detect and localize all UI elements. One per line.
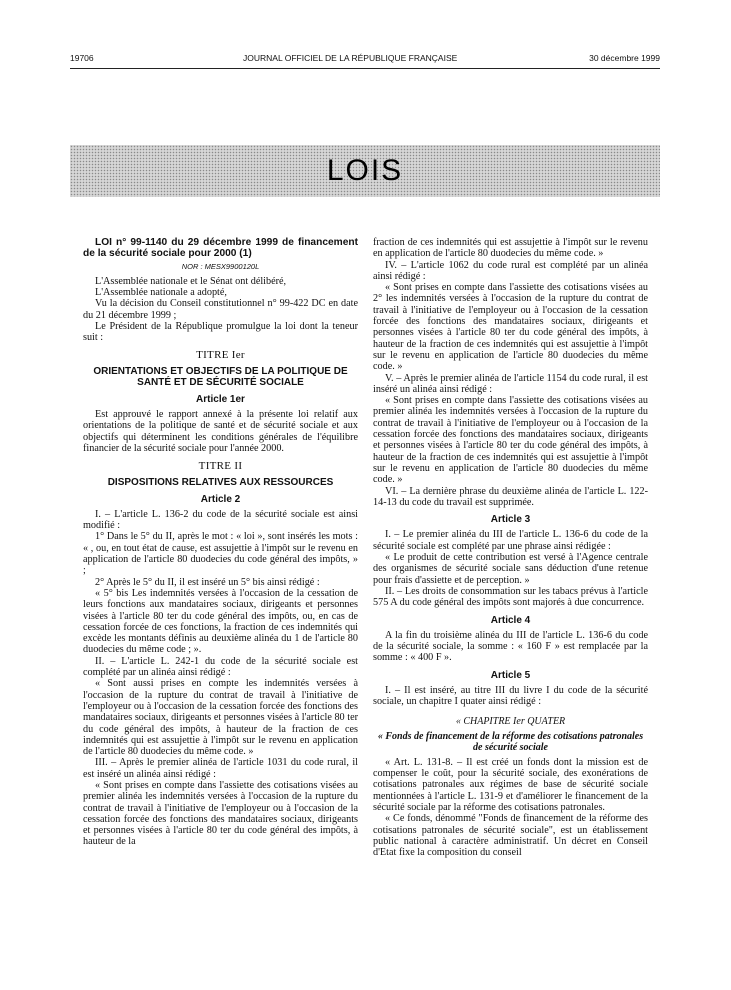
paragraph: I. – L'article L. 136-2 du code de la sécurité sociale est ainsi modifié : [83,508,358,532]
paragraph: IV. – L'article 1062 du code rural est complété par un alinéa ainsi rédigé : [373,259,648,282]
preamble-line: L'Assemblée nationale et le Sénat ont délibéré, [95,275,287,287]
journal-title: JOURNAL OFFICIEL DE LA RÉPUBLIQUE FRANÇAISE [243,53,458,63]
banner-title: LOIS [326,154,404,187]
paragraph: 1° Dans le 5° du II, après le mot : « loi », sont insérés les mots : « , ou, en tout état de cause, est assujettie à l'impôt sur le revenu en application de l'article 80 duodecies du code général des impôts, » ; [83,531,358,577]
paragraph: « Sont prises en compte dans l'assiette des cotisations visées au premier alinéa les indemnités versées à l'occasion de la rupture du contrat de travail à l'initiative de l'employeur ou à l'occasion de la cessation forcée des fonctions des mandataires sociaux, dirigeants et personnes visées à l'article 80 ter du code général des impôts, à hauteur de la fraction de ces indemnités qui est assujettie à l'impôt sur le revenu en application de l'article 80 duodecies du même code. » [373,395,648,486]
issue-date: 30 décembre 1999 [589,53,660,63]
titre-2: TITRE II [198,460,243,473]
paragraph: III. – Après le premier alinéa de l'article 1031 du code rural, il est inséré un alinéa ainsi rédigé : [83,757,358,780]
paragraph: « Le produit de cette contribution est versé à l'Agence centrale des organismes de sécurité sociale sans déduction d'une retenue pour frais d'assiette et de perception. » [373,552,648,586]
paragraph: « Sont aussi prises en compte les indemnités versées à l'occasion de la rupture du contrat de travail à l'initiative de l'employeur ou à l'occasion de la cessation forcée des fonctions des mandataires sociaux, dirigeants et personnes visées à l'article 80 ter du code général des impôts, à hauteur de la fraction de ces indemnités qui est assujettie à l'impôt sur le revenu en application de l'article 80 duodecies du même code. » [83,678,358,758]
paragraph: « Ce fonds, dénommé "Fonds de financement de la réforme des cotisations patronales de sécurité sociale", est un établissement public national à caractère administratif. Un décret en Conseil d'Etat fixe la composition du conseil [373,813,648,859]
paragraph: « 5° bis Les indemnités versées à l'occasion de la cessation de leurs fonctions aux mandataires sociaux, dirigeants et personnes visées à l'article 80 ter du code général des impôts, ou, en cas de cessation forcée de ces fonctions, la fraction de ces indemnités qui excède les montants définis au deuxième alinéa du 1 de l'article 80 duodecies du même code ; ». [83,587,358,656]
right-column [373,237,648,859]
paragraph: fraction de ces indemnités qui est assujettie à l'impôt sur le revenu en application de l'article 80 duodecies du même code. » [373,237,648,260]
law-title: LOI n° 99-1140 du 29 décembre 1999 de financement de la sécurité sociale pour 2000 (1) [83,237,358,260]
preamble-line: L'Assemblée nationale a adopté, [95,287,227,298]
article-1-text: Est approuvé le rapport annexé à la présente loi relatif aux orientations de la politique de santé et de sécurité sociale et aux objectifs qui déterminent les conditions générales de l'équilibre financier de la sécurité sociale pour l'année 2000. [83,409,358,454]
left-column [83,237,358,848]
chapter-title: « Fonds de financement de la réforme des cotisations patronales de sécurité sociale [377,730,644,753]
paragraph: 2° Après le 5° du II, il est inséré un 5° bis ainsi rédigé : [95,576,320,588]
nor-reference: NOR : MESX9900120L [181,262,260,272]
paragraph: II. – Les droits de consommation sur les tabacs prévus à l'article 575 A du code général des impôts sont majorés à due concurrence. [373,585,648,609]
paragraph: V. – Après le premier alinéa de l'article 1154 du code rural, il est inséré un alinéa ainsi rédigé : [373,372,648,395]
paragraph: I. – Le premier alinéa du III de l'article L. 136-6 du code de la sécurité sociale est complété par une phrase ainsi rédigée : [373,529,648,552]
preamble-line: Vu la décision du Conseil constitutionnel n° 99-422 DC en date du 21 décembre 1999 ; [83,298,358,321]
article-3-heading: Article 3 [490,514,531,526]
titre-2-heading: DISPOSITIONS RELATIVES AUX RESSOURCES [107,476,334,488]
chapter-heading: « CHAPITRE Ier QUATER [455,715,566,727]
article-4-heading: Article 4 [490,614,531,626]
paragraph: « Sont prises en compte dans l'assiette des cotisations visées au premier alinéa les indemnités versées à l'occasion de la rupture du contrat de travail à l'initiative de l'employeur ou à l'occasion de la cessation forcée des fonctions des mandataires sociaux, dirigeants et personnes visées à l'article 80 ter du code général des impôts, à hauteur de la [83,779,358,848]
article-1-heading: Article 1er [196,393,245,405]
article-2-heading: Article 2 [200,493,241,505]
titre-1-heading: ORIENTATIONS ET OBJECTIFS DE LA POLITIQUE DE SANTÉ ET DE SÉCURITÉ SOCIALE [93,365,348,388]
page-number: 19706 [70,53,94,63]
paragraph: « Art. L. 131-8. – Il est créé un fonds dont la mission est de compenser le coût, pour la sécurité sociale, des exonérations de cotisations patronales aux régimes de base de sécurité sociale mentionnées à l'article L. 131-9 et d'améliorer le financement de la sécurité sociale par la réforme des cotisations patronales. [373,756,648,814]
article-5-heading: Article 5 [490,669,531,681]
preamble-line: Le Président de la République promulgue la loi dont la teneur suit : [83,320,358,344]
header-rule [70,68,660,69]
page-header [0,53,731,67]
titre-1: TITRE Ier [196,349,245,362]
paragraph: II. – L'article L. 242-1 du code de la sécurité sociale est complété par un alinéa ainsi rédigé : [83,655,358,679]
article-5-text: I. – Il est inséré, au titre III du livre I du code de la sécurité sociale, un chapitre I quater ainsi rédigé : [373,684,648,708]
paragraph: « Sont prises en compte dans l'assiette des cotisations visées au 2° les indemnités versées à l'occasion de la rupture du contrat de travail à l'initiative de l'employeur ou à l'occasion de la cessation forcée des fonctions des mandataires sociaux, dirigeants et personnes visées à l'article 80 ter du code général des impôts, à hauteur de la fraction de ces indemnités qui est assujettie à l'impôt sur le revenu en application de l'article 80 duodecies du même code. » [373,282,648,373]
article-4-text: A la fin du troisième alinéa du III de l'article L. 136-6 du code de la sécurité sociale, la somme : « 160 F » est remplacée par la somme : « 400 F ». [373,629,648,664]
paragraph: VI. – La dernière phrase du deuxième alinéa de l'article L. 122-14-13 du code du travail est supprimée. [373,485,648,508]
